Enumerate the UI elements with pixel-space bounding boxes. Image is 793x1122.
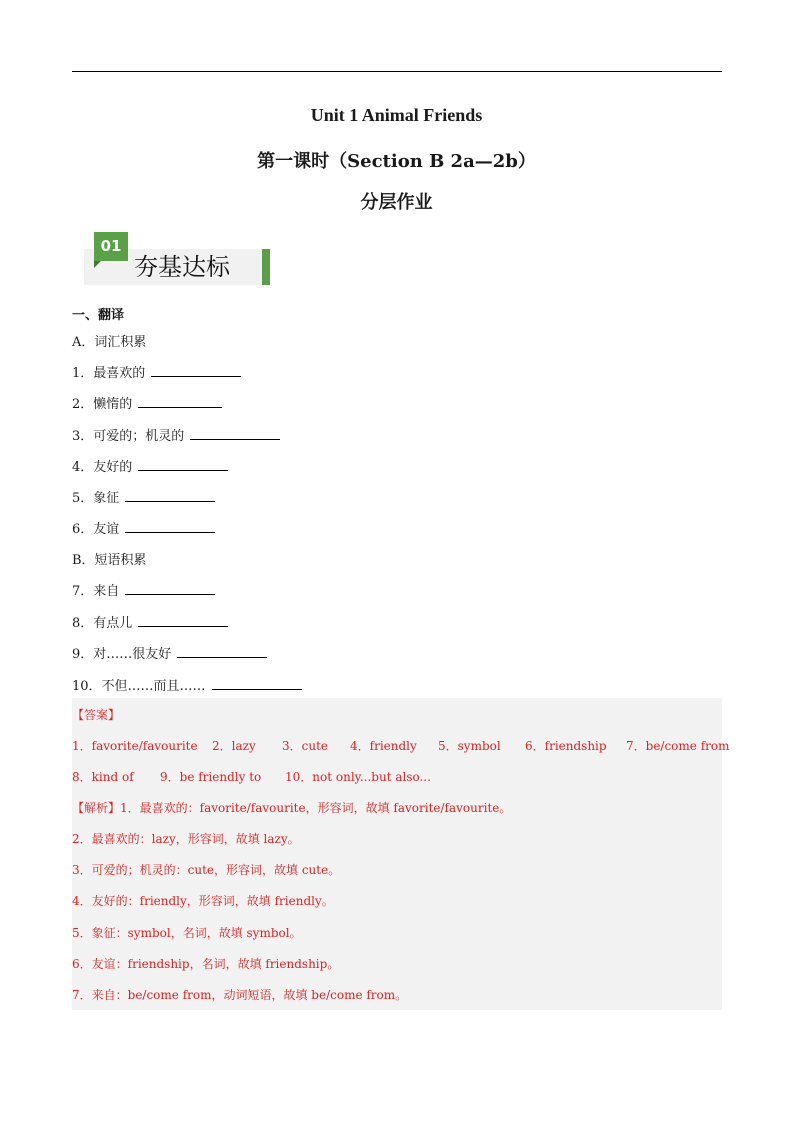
- banner-number-badge: 01: [94, 232, 128, 261]
- banner-label: 夯基达标: [134, 253, 230, 281]
- lesson-subtitle: 第一课时（Section B 2a—2b）: [257, 151, 536, 172]
- question-text: 8．有点儿: [72, 616, 133, 631]
- question-text: 4．友好的: [72, 460, 133, 475]
- answer-item: 4．friendly: [350, 739, 417, 753]
- question-text: 9．对……很友好: [72, 647, 172, 662]
- page-title: Unit 1 Animal Friends: [310, 105, 483, 125]
- answer-blank[interactable]: [190, 426, 280, 440]
- question-item: [72, 425, 280, 444]
- part-a-label: A．词汇积累: [72, 335, 147, 350]
- answer-item: 7．be/come from: [626, 739, 730, 753]
- answer-item: 1．favorite/favourite: [72, 739, 198, 753]
- answer-blank[interactable]: [125, 581, 215, 595]
- homework-heading: 分层作业: [360, 192, 433, 213]
- answer-item: 10．not only...but also...: [285, 770, 431, 784]
- question-text: 6．友谊: [72, 522, 120, 537]
- header-rule: [72, 71, 722, 72]
- question-item: [72, 487, 215, 506]
- answer-item: 3．cute: [282, 739, 329, 753]
- question-item: [72, 675, 302, 694]
- answer-blank[interactable]: [212, 676, 302, 690]
- question-text: 10．不但……而且……: [72, 679, 206, 694]
- question-text: 1．最喜欢的: [72, 366, 146, 381]
- answer-item: 2．lazy: [212, 739, 256, 753]
- answer-blank[interactable]: [138, 613, 228, 627]
- answer-label: 【答案】: [72, 708, 121, 722]
- answer-item: 5．symbol: [438, 739, 501, 753]
- part-b-label: B．短语积累: [72, 553, 147, 568]
- answer-blank[interactable]: [138, 457, 228, 471]
- question-item: [72, 643, 267, 662]
- answer-item: 6．friendship: [525, 739, 607, 753]
- question-item: [72, 518, 215, 537]
- analysis-line: 5．象征：symbol，名词，故填 symbol。: [72, 926, 302, 940]
- section-banner: [84, 232, 270, 286]
- question-text: 5．象征: [72, 491, 120, 506]
- question-item: [72, 456, 228, 475]
- analysis-line: 6．友谊：friendship，名词，故填 friendship。: [72, 957, 340, 971]
- banner-accent-bar: [262, 249, 270, 285]
- section-title: 一、翻译: [72, 308, 125, 323]
- answer-item: 8．kind of: [72, 770, 134, 784]
- analysis-line: 3．可爱的；机灵的：cute，形容词，故填 cute。: [72, 863, 341, 877]
- answer-blank[interactable]: [138, 394, 222, 408]
- answer-blank[interactable]: [125, 488, 215, 502]
- banner-badge-fold: [94, 261, 101, 268]
- analysis-line: 7．来自：be/come from，动词短语，故填 be/come from。: [72, 988, 408, 1002]
- question-text: 2．懒惰的: [72, 397, 133, 412]
- question-item: [72, 362, 241, 381]
- answer-item: 9．be friendly to: [160, 770, 262, 784]
- analysis-line: 【解析】1．最喜欢的：favorite/favourite，形容词，故填 favorite/favourite。: [72, 801, 512, 815]
- analysis-line: 4．友好的：friendly，形容词，故填 friendly。: [72, 894, 334, 908]
- question-item: [72, 580, 215, 599]
- question-item: [72, 612, 228, 631]
- analysis-line: 2．最喜欢的：lazy，形容词，故填 lazy。: [72, 832, 300, 846]
- question-item: [72, 393, 222, 412]
- answer-blank[interactable]: [125, 519, 215, 533]
- answer-blank[interactable]: [151, 363, 241, 377]
- answer-blank[interactable]: [177, 644, 267, 658]
- question-text: 7．来自: [72, 584, 120, 599]
- question-text: 3．可爱的；机灵的: [72, 429, 185, 444]
